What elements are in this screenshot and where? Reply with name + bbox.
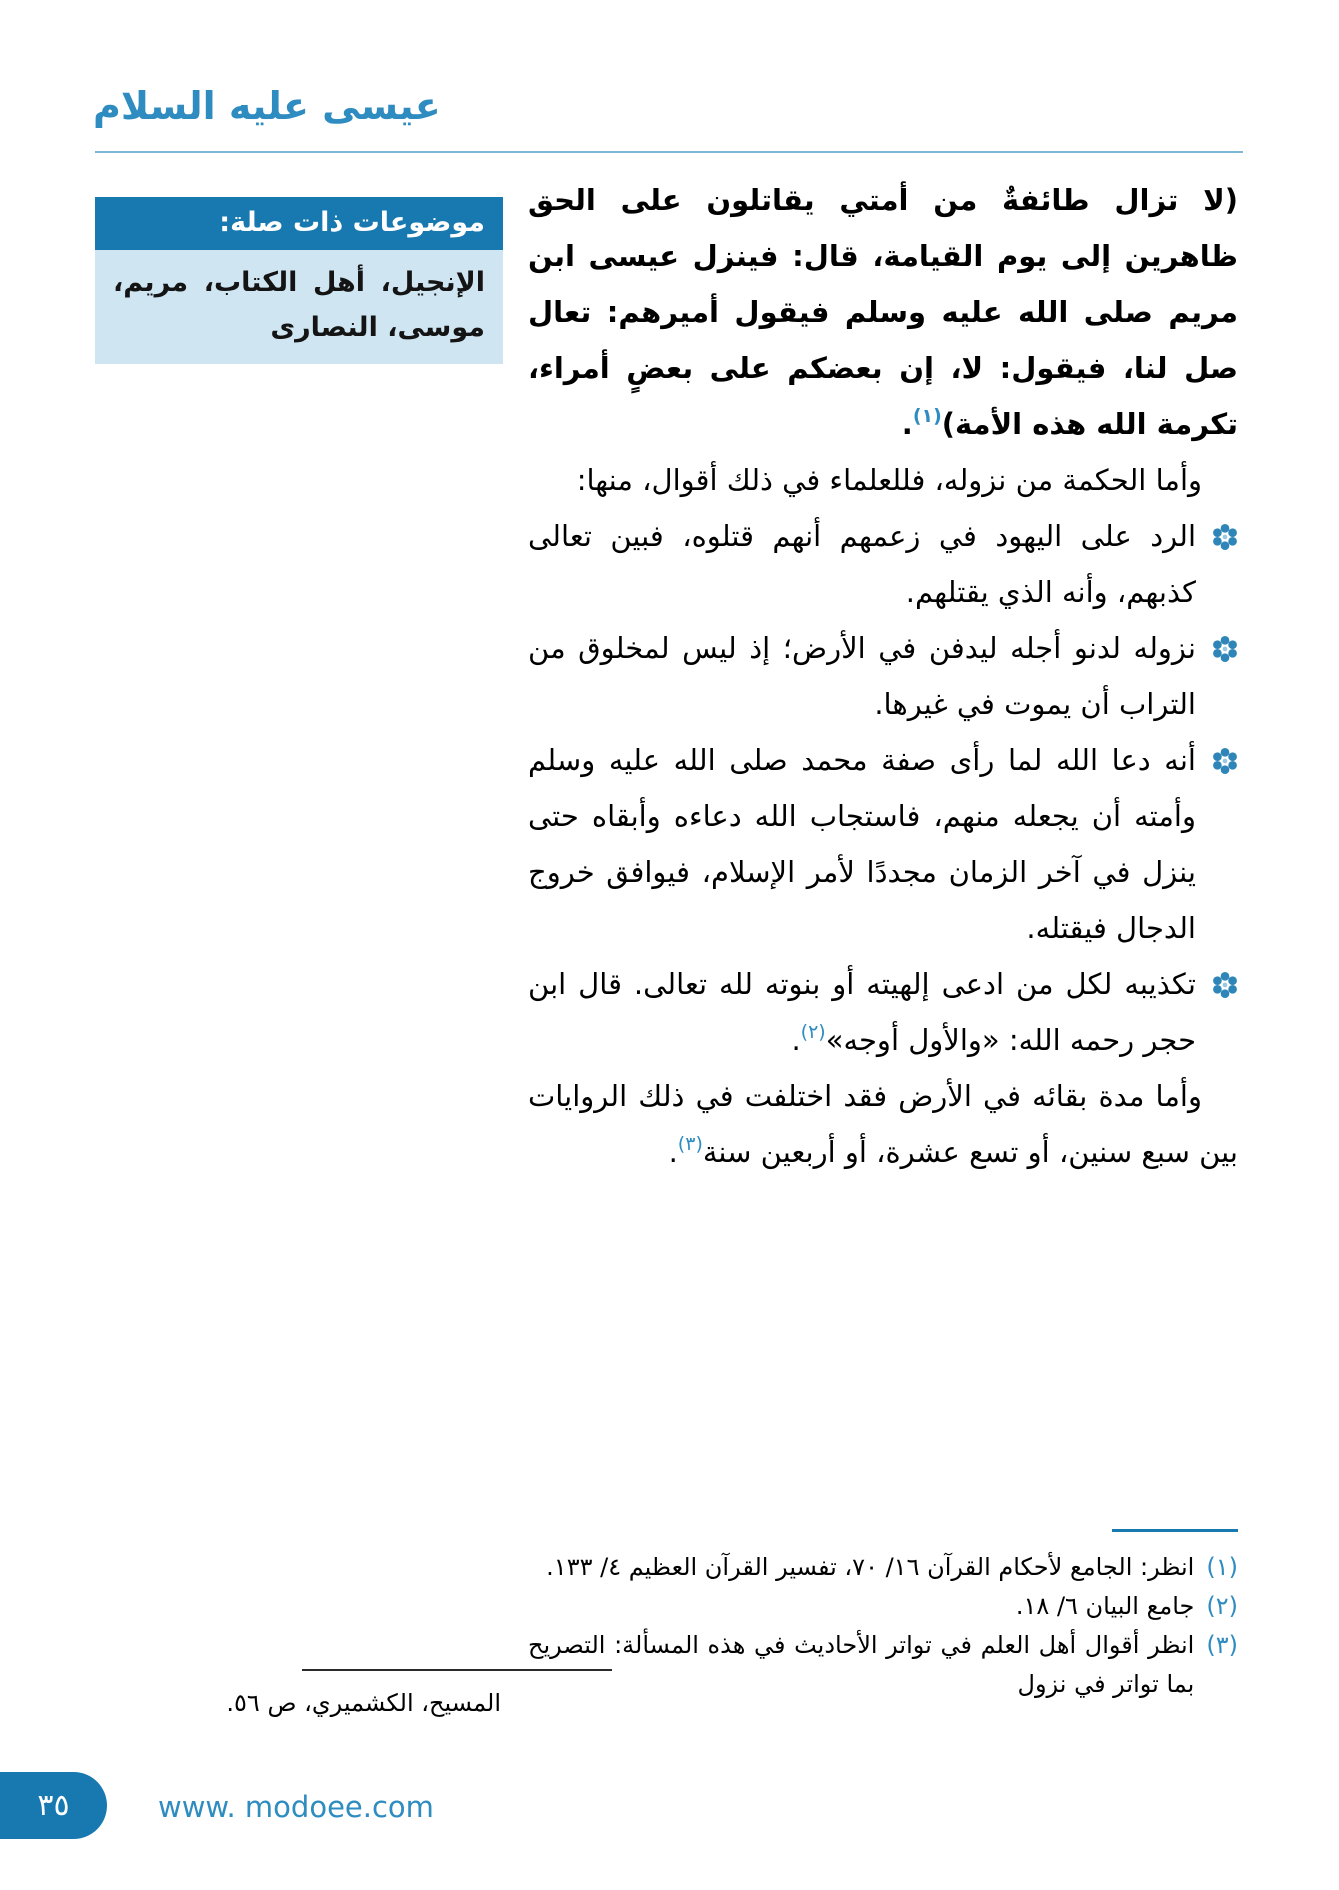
footnote-text: انظر أقوال أهل العلم في تواتر الأحاديث في هذه المسألة: التصريح بما تواتر في نزول <box>528 1631 1195 1698</box>
footnote-number: (١) <box>1206 1553 1238 1581</box>
footnote-ref-3: (٣) <box>677 1133 703 1155</box>
bullet-item-4 <box>528 956 1238 1068</box>
footnote-text: جامع البيان ٦/ ١٨. <box>1015 1592 1195 1620</box>
hadith-paragraph <box>528 172 1238 452</box>
hadith-text: (لا تزال طائفةٌ من أمتي يقاتلون على الحق ظاهرين إلى يوم القيامة، قال: فينزل عيسى ابن مريم صلى الله عليه وسلم فيقول أميرهم: تعال صل لنا، فيقول: لا، إن بعضكم على بعضٍ أمراء، تكرمة الله هذه الأمة) <box>528 183 1238 441</box>
page-title: عيسى عليه السلام <box>93 84 441 128</box>
related-topics-header: موضوعات ذات صلة: <box>95 197 503 250</box>
bullet-text-content: تكذيبه لكل من ادعى إلهيته أو بنوته لله تعالى. قال ابن حجر رحمه الله: «والأول أوجه» <box>528 967 1196 1057</box>
bullet-item-1 <box>528 508 1238 620</box>
main-text-column <box>528 172 1238 1180</box>
flower-bullet-icon <box>1212 732 1238 956</box>
related-topics-body: الإنجيل، أهل الكتاب، مريم، موسى، النصارى <box>95 250 503 364</box>
flower-bullet-icon <box>1212 956 1238 1068</box>
header-divider <box>95 151 1243 153</box>
footnote-number: (٣) <box>1206 1631 1238 1659</box>
bullet-period: . <box>791 1023 801 1057</box>
footnote-separator <box>1112 1529 1238 1532</box>
page-number: ٣٥ <box>37 1788 70 1823</box>
left-footnote-continuation: المسيح، الكشميري، ص ٥٦. <box>226 1689 501 1717</box>
closing-text: وأما مدة بقائه في الأرض فقد اختلفت في ذلك الروايات بين سبع سنين، أو تسع عشرة، أو أربعين سنة <box>528 1079 1238 1169</box>
footnote-ref-1: (١) <box>912 405 942 427</box>
page-number-tab <box>0 1772 107 1839</box>
footnote-item-1 <box>528 1548 1238 1587</box>
footnote-item-3 <box>528 1626 1238 1704</box>
website-url: www. modoee.com <box>158 1790 434 1824</box>
bullet-text-content: أنه دعا الله لما رأى صفة محمد صلى الله عليه وسلم وأمته أن يجعله منهم، فاستجاب الله دعاءه وأبقاه حتى ينزل في آخر الزمان مجددًا لأمر الإسلام، فيوافق خروج الدجال فيقتله. <box>528 743 1196 945</box>
intro-paragraph: وأما الحكمة من نزوله، فللعلماء في ذلك أقوال، منها: <box>576 463 1202 497</box>
flower-bullet-icon <box>1212 508 1238 620</box>
bullet-item-3 <box>528 732 1238 956</box>
related-topics-box <box>95 197 503 364</box>
bullet-item-2 <box>528 620 1238 732</box>
bullet-text <box>528 732 1196 956</box>
footnote-text: انظر: الجامع لأحكام القرآن ١٦/ ٧٠، تفسير القرآن العظيم ٤/ ١٣٣. <box>546 1553 1195 1581</box>
closing-period: . <box>668 1135 678 1169</box>
bullet-text-content: الرد على اليهود في زعمهم أنهم قتلوه، فبين تعالى كذبهم، وأنه الذي يقتلهم. <box>528 519 1196 609</box>
hadith-period: . <box>901 407 913 441</box>
closing-paragraph <box>528 1068 1238 1180</box>
footnotes-list <box>528 1548 1238 1704</box>
bullet-text <box>528 956 1196 1068</box>
footnote-ref-2: (٢) <box>800 1021 826 1043</box>
bullet-text <box>528 508 1196 620</box>
bullet-text <box>528 620 1196 732</box>
footnote-item-2 <box>528 1587 1238 1626</box>
bullet-text-content: نزوله لدنو أجله ليدفن في الأرض؛ إذ ليس لمخلوق من التراب أن يموت في غيرها. <box>528 631 1196 721</box>
flower-bullet-icon <box>1212 620 1238 732</box>
footnote-number: (٢) <box>1206 1592 1238 1620</box>
left-footnote-separator <box>302 1669 612 1671</box>
